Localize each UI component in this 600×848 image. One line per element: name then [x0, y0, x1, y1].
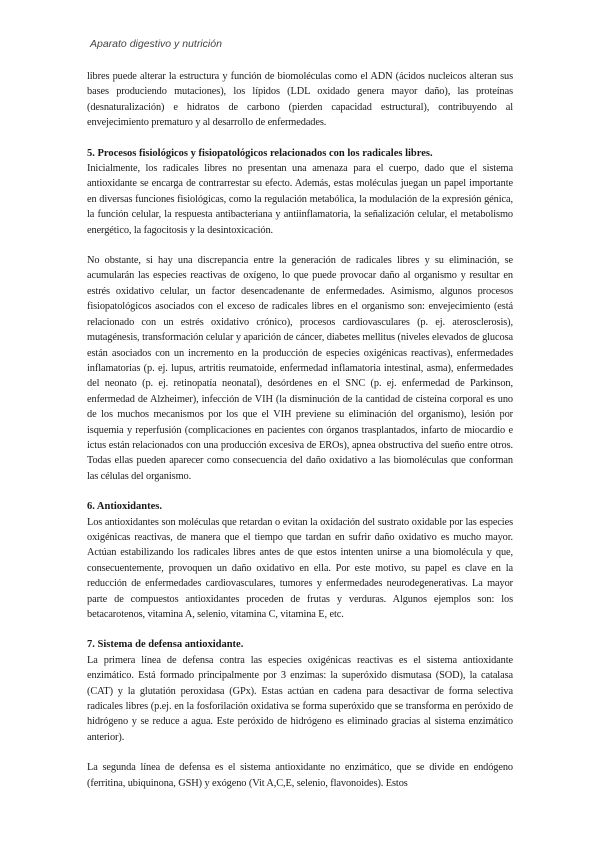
section-7-heading: 7. Sistema de defensa antioxidante. [87, 639, 244, 651]
intro-paragraph: libres puede alterar la estructura y función de biomoléculas como el ADN (ácidos nucleicos alteran sus bases produciendo mutaciones), los lípidos (LDL oxidado genera mayor daño), las proteínas (desnaturalización) e hidratos de carbono (pierden capacidad estructural), contribuyendo al envejecimiento prematuro y al desarrollo de enfermedades. [87, 71, 513, 129]
section-7-paragraph-2: La segunda línea de defensa es el sistema antioxidante no enzimático, que se divide en endógeno (ferritina, ubiquinona, GSH) y exógeno (Vit A,C,E, selenio, flavonoides). Estos [87, 762, 513, 789]
section-5-paragraph-2: No obstante, si hay una discrepancia entre la generación de radicales libres y su eliminación, se acumularán las especies reactivas de oxígeno, lo que puede provocar daño al organismo y resultar en estrés oxidativo celular, un factor desencadenante de enfermedades. Asimismo, algunos procesos fisiopatológicos asociados con el exceso de radicales libres en el organismo son: envejecimiento (está relacionado con un estrés oxidativo crónico), procesos cardiovasculares (p. ej. aterosclerosis), mutagénesis, transformación celular y aparición de cáncer, diabetes mellitus (niveles elevados de glucosa están asociados con un incremento en la producción de especies oxigénicas reactivas), enfermedades inflamatorias (p. ej. lupus, artritis reumatoide, enfermedad inflamatoria intestinal, asma), enfermedades del neonato (p. ej. retinopatía neonatal), desórdenes en el SNC (p. ej. enfermedad de Parkinson, enfermedad de Alzheimer), infección de VIH (la disminución de la cantidad de cisteína corporal es uno de los muchos mecanismos por los que el VIH previene su eliminación del organismo), lesión por isquemia y reperfusión (complicaciones en pacientes con órganos trasplantados, infarto de miocardio e ictus están relacionados con una producción excesiva de EROs), apnea obstructiva del sueño entre otros. Todas ellas pueden aparecer como consecuencia del daño oxidativo a las biomoléculas que conforman las células del organismo. [87, 255, 513, 482]
section-6-paragraph: Los antioxidantes son moléculas que retardan o evitan la oxidación del sustrato oxidable por las especies oxigénicas reactivas, de manera que el tiempo que tardan en sufrir daño oxidativo es mucho mayor. Actúan estabilizando los radicales libres antes de que estos intenten unirse a una biomolécula y que, consecuentemente, provoquen un daño oxidativo en ella. Por este motivo, su papel es clave en la reducción de enfermedades cardiovasculares, tumores y enfermedades neurodegenerativas. La mayor parte de compuestos antioxidantes proceden de frutas y verduras. Algunos ejemplos son: los betacarotenos, vitamina A, selenio, vitamina C, vitamina E, etc. [87, 516, 513, 620]
section-5-paragraph-1: Inicialmente, los radicales libres no presentan una amenaza para el cuerpo, dado que el sistema antioxidante se encarga de contrarrestar su efecto. Además, estas moléculas juegan un papel importante en diversas funciones fisiológicas, como la regulación metabólica, la modulación de la expresión génica, la función celular, la respuesta antibacteriana y antiinflamatoria, la señalización celular, el metabolismo energético, la fagocitosis y la desintoxicación. [87, 163, 513, 236]
running-header: Aparato digestivo y nutrición [90, 38, 222, 50]
section-5-heading: 5. Procesos fisiológicos y fisiopatológicos relacionados con los radicales libres. [87, 147, 433, 159]
document-body [87, 69, 513, 791]
section-7-paragraph-1: La primera línea de defensa contra las especies oxigénicas reactivas es el sistema antioxidante enzimático. Está formado principalmente por 3 enzimas: la superóxido dismutasa (SOD), la catalasa (CAT) y la glutatión peroxidasa (GPx). Estas actúan en cadena para desactivar de forma selectiva radicales libres (p.ej. en la fosforilación oxidativa se forma superóxido que se transforma en peróxido de hidrógeno y se reduce a agua. Este peróxido de hidrógeno es eliminado gracias al sistema enzimático anterior). [87, 654, 513, 743]
section-6-heading: 6. Antioxidantes. [87, 501, 162, 513]
